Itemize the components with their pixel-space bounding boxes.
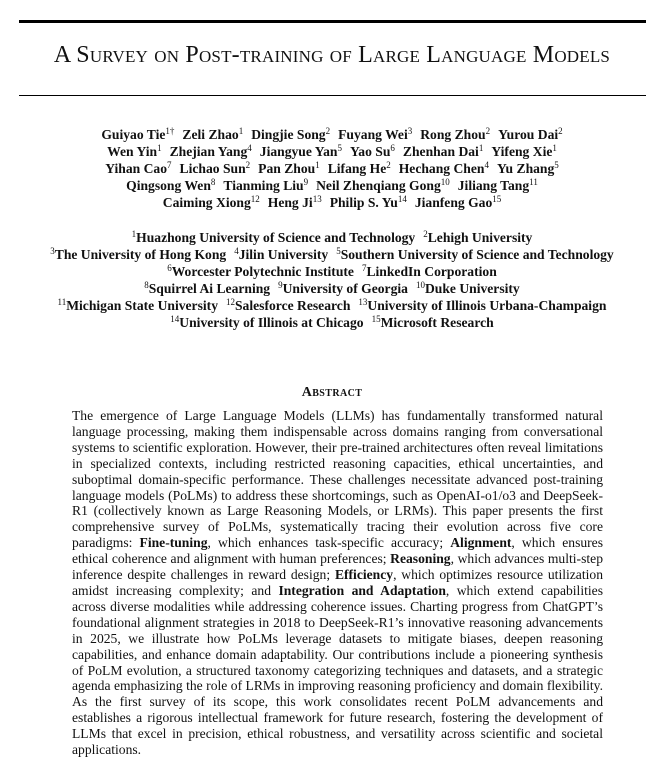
- author-affiliation-mark: 2: [245, 160, 251, 170]
- affiliation-mark: 5: [336, 246, 341, 256]
- affiliation-name: Salesforce Research: [235, 298, 351, 313]
- author-name: Zeli Zhao: [182, 127, 239, 142]
- abstract-text: , which advances multi-step inference despite challenges in reward design;: [72, 551, 603, 583]
- author-name: Yao Su: [349, 144, 391, 159]
- author-affiliation-mark: 4: [247, 143, 252, 153]
- author-affiliation-mark: 7: [167, 160, 172, 170]
- author-affiliation-mark: 8: [210, 177, 216, 187]
- author: [258, 161, 320, 176]
- abstract-heading: Abstract: [301, 385, 363, 400]
- abstract-keyword: Reasoning: [390, 551, 451, 567]
- affiliation-mark: 12: [226, 297, 235, 307]
- author-affiliation-mark: 12: [250, 194, 260, 204]
- author-name: Dingjie Song: [251, 127, 326, 142]
- author-line: [0, 194, 664, 211]
- author: [126, 178, 215, 193]
- author-affiliation-mark: 10: [440, 177, 450, 187]
- abstract-text: , which enhances task-specific accuracy;: [207, 535, 451, 551]
- author-name: Caiming Xiong: [162, 195, 251, 210]
- affiliation: [226, 298, 350, 313]
- affiliation-name: Huazhong University of Science and Technology: [136, 230, 416, 245]
- author-affiliation-mark: 3: [407, 126, 413, 136]
- affiliation-mark: 1: [131, 229, 137, 239]
- author-name: Yurou Dai: [498, 127, 559, 142]
- author: [107, 144, 161, 159]
- author-line: [0, 160, 664, 177]
- author-name: Philip S. Yu: [329, 195, 398, 210]
- affiliation: [362, 264, 497, 279]
- abstract-text: , which ensures ethical coherence and alignment with human preferences;: [72, 535, 604, 567]
- affiliation: [423, 230, 532, 245]
- author-affiliation-mark: 1: [478, 143, 484, 153]
- author-name: Fuyang Wei: [338, 127, 408, 142]
- affiliation-mark: 11: [57, 297, 67, 307]
- affiliation-mark: 13: [358, 297, 368, 307]
- author-name: Lifang He: [327, 161, 387, 176]
- author-name: Neil Zhenqiang Gong: [316, 178, 441, 193]
- author-name: Guiyao Tie: [101, 127, 166, 142]
- affiliation-name: LinkedIn Corporation: [366, 264, 497, 279]
- abstract-keyword: Fine-tuning: [139, 535, 208, 551]
- affiliation: [144, 281, 270, 296]
- author-affiliation-mark: 5: [554, 160, 559, 170]
- author-name: Wen Yin: [107, 144, 158, 159]
- affiliation: [132, 230, 416, 245]
- author: [328, 161, 391, 176]
- affiliation-name: Worcester Polytechnic Institute: [171, 264, 354, 279]
- affiliation-mark: 8: [144, 280, 149, 290]
- author-affiliation-mark: 15: [492, 194, 502, 204]
- author-affiliation-mark: 2: [325, 126, 331, 136]
- affiliation-mark: 4: [234, 246, 239, 256]
- author: [330, 195, 407, 210]
- author: [497, 161, 559, 176]
- abstract-text: , which extend capabilities across diverse modalities while addressing coherence issues. Charting progress from ChatGPT’s foundational alignment strategies in 2018 to DeepSeek-R1’s innovative reasoning advancements in 2025, we illustrate how PoLMs leverage datasets to mitigate biases, deepen reasoning capabilities, and enhance domain adaptability. Our contributions include a pioneering synthesis of PoLM evolution, a structured taxonomy categorizing techniques and datasets, and a strategic agenda emphasizing the role of LRMs in improving reasoning proficiency and domain flexibility. As the first survey of its scope, this work consolidates recent PoLM advancements and establishes a rigorous intellectual framework for future research, fostering the development of LLMs that excel in precision, ethical robustness, and versatility across scientific and societal applications.: [72, 582, 603, 758]
- author: [223, 178, 308, 193]
- affiliation-mark: 2: [423, 229, 428, 239]
- paper-title: A Survey on Post-training of Large Language Models: [53, 42, 611, 68]
- affiliation-name: Duke University: [424, 281, 520, 296]
- abstract-keyword: Alignment: [450, 535, 512, 551]
- affiliation-name: Michigan State University: [66, 298, 218, 313]
- affiliation-name: Lehigh University: [427, 230, 533, 245]
- affiliation-mark: 10: [415, 280, 425, 290]
- author-name: Heng Ji: [267, 195, 313, 210]
- author-name: Tianming Liu: [223, 178, 304, 193]
- author-name: Hechang Chen: [398, 161, 485, 176]
- author-list: [0, 126, 664, 211]
- author-affiliation-mark: 1: [238, 126, 244, 136]
- affiliation-name: Squirrel Ai Learning: [148, 281, 271, 296]
- author: [105, 161, 171, 176]
- author-affiliation-mark: 1: [315, 160, 320, 170]
- author-name: Qingsong Wen: [126, 178, 211, 193]
- author-affiliation-mark: 1: [552, 143, 557, 153]
- abstract-text: , which optimizes resource utilization amidst increasing complexity; and: [72, 567, 603, 598]
- author-affiliation-mark: 6: [390, 143, 395, 153]
- author-affiliation-mark: 13: [312, 194, 322, 204]
- author: [180, 161, 251, 176]
- author: [458, 178, 538, 193]
- author: [415, 195, 501, 210]
- author: [268, 195, 322, 210]
- affiliation-line: [0, 246, 664, 263]
- affiliation: [372, 315, 494, 330]
- author: [403, 144, 483, 159]
- affiliation-mark: 6: [167, 263, 172, 273]
- author: [399, 161, 489, 176]
- affiliation: [336, 247, 614, 262]
- affiliation: [278, 281, 408, 296]
- abstract-keyword: Efficiency: [334, 567, 394, 583]
- author: [350, 144, 395, 159]
- author-line: [0, 126, 664, 143]
- affiliation-name: Southern University of Science and Technology: [340, 247, 614, 262]
- author-affiliation-mark: 14: [397, 194, 407, 204]
- affiliation-line: [0, 297, 664, 314]
- author: [260, 144, 342, 159]
- author-name: Jiangyue Yan: [259, 144, 338, 159]
- author-affiliation-mark: 9: [303, 177, 309, 187]
- author-line: [0, 177, 664, 194]
- author-name: Zhenhan Dai: [402, 144, 479, 159]
- author-name: Rong Zhou: [420, 127, 486, 142]
- affiliation-name: University of Illinois Urbana-Champaign: [367, 298, 607, 313]
- author: [316, 178, 450, 193]
- affiliation-name: Jilin University: [238, 247, 329, 262]
- author-name: Jiliang Tang: [457, 178, 530, 193]
- affiliation-line: [0, 280, 664, 297]
- abstract-text: The emergence of Large Language Models (LLMs) has fundamentally transformed natural language processing, making them indispensable across domains ranging from conversational systems to scientific exploration. However, their pre-trained architectures often reveal limitations in specialized contexts, including restricted reasoning capacities, ethical uncertainties, and suboptimal domain-specific performance. These challenges necessitate advanced post-training language models (PoLMs) to address these shortcomings, such as OpenAI-o1/o3 and DeepSeek-R1 (collectively known as Large Reasoning Models, or LRMs). This paper presents the first comprehensive survey of PoLMs, systematically tracing their evolution across five core paradigms:: [72, 408, 603, 551]
- author-affiliation-mark: 1†: [165, 126, 175, 136]
- affiliation-mark: 14: [170, 314, 180, 324]
- affiliation-mark: 9: [278, 280, 283, 290]
- author: [163, 195, 260, 210]
- author-name: Yu Zhang: [496, 161, 555, 176]
- author-name: Yifeng Xie: [491, 144, 553, 159]
- author-affiliation-mark: 5: [337, 143, 342, 153]
- affiliation: [58, 298, 218, 313]
- affiliation: [170, 315, 363, 330]
- author: [182, 127, 243, 142]
- author-affiliation-mark: 2: [558, 126, 563, 136]
- title-top-rule: [19, 20, 646, 23]
- affiliation-mark: 15: [371, 314, 381, 324]
- author-affiliation-mark: 2: [386, 160, 391, 170]
- author: [170, 144, 252, 159]
- affiliation-mark: 3: [50, 246, 55, 256]
- affiliation-line: [0, 263, 664, 280]
- author-name: Jianfeng Gao: [414, 195, 493, 210]
- author-name: Yihan Cao: [105, 161, 168, 176]
- title-bottom-rule: [19, 95, 646, 96]
- author-name: Pan Zhou: [258, 161, 316, 176]
- affiliation-line: [0, 314, 664, 331]
- affiliation: [50, 247, 226, 262]
- author-name: Lichao Sun: [179, 161, 246, 176]
- author-name: Zhejian Yang: [169, 144, 248, 159]
- author-affiliation-mark: 2: [485, 126, 491, 136]
- affiliation: [416, 281, 520, 296]
- affiliation-name: University of Illinois at Chicago: [179, 315, 364, 330]
- abstract-keyword: Integration and Adaptation: [278, 582, 446, 598]
- author-line: [0, 143, 664, 160]
- affiliation: [167, 264, 354, 279]
- author-affiliation-mark: 1: [157, 143, 162, 153]
- affiliation-name: University of Georgia: [282, 281, 408, 296]
- author: [251, 127, 330, 142]
- affiliation: [234, 247, 328, 262]
- affiliation: [358, 298, 606, 313]
- author: [498, 127, 563, 142]
- affiliation-list: [0, 229, 664, 331]
- author: [491, 144, 557, 159]
- abstract-body: [72, 408, 603, 758]
- author: [101, 127, 174, 142]
- affiliation-line: [0, 229, 664, 246]
- author-affiliation-mark: 11: [529, 177, 538, 187]
- affiliation-name: Microsoft Research: [380, 315, 494, 330]
- author-affiliation-mark: 4: [484, 160, 489, 170]
- author: [338, 127, 412, 142]
- author: [420, 127, 490, 142]
- affiliation-mark: 7: [361, 263, 367, 273]
- affiliation-name: The University of Hong Kong: [54, 247, 227, 262]
